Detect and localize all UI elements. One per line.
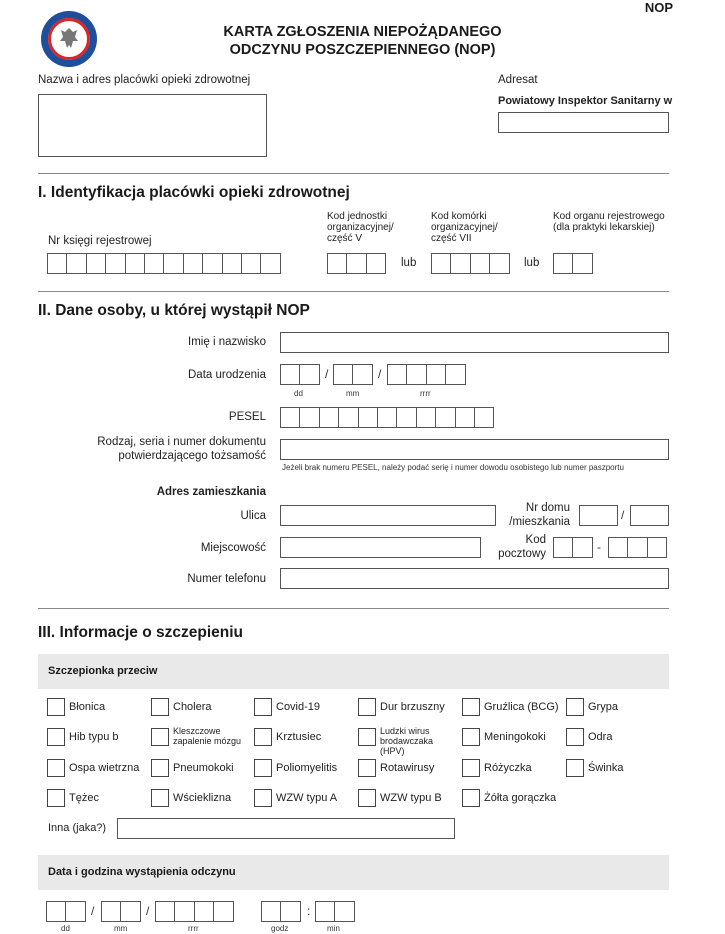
or-label-2: lub	[524, 257, 540, 269]
onset-date-band	[38, 855, 669, 890]
vaccine-checkbox[interactable]	[566, 698, 584, 716]
cell-code-cells[interactable]	[431, 253, 509, 274]
onset-date-band-label: Data i godzina wystąpienia odczynu	[48, 866, 236, 878]
house-slash: /	[621, 508, 625, 522]
dob-dd-hint: dd	[294, 389, 303, 398]
divider	[38, 173, 669, 174]
onset-year-cells[interactable]	[155, 901, 233, 922]
city-field[interactable]	[280, 537, 481, 558]
onset-godz-hint: godz	[271, 924, 289, 933]
inspector-field[interactable]	[498, 112, 669, 133]
registry-cells[interactable]	[47, 253, 280, 274]
house-number-field[interactable]	[579, 505, 618, 526]
onset-month-cells[interactable]	[101, 901, 140, 922]
vaccine-label: Odra	[588, 731, 613, 743]
dob-slash-1: /	[325, 367, 329, 381]
other-vaccine-field[interactable]	[117, 818, 455, 839]
vaccine-label: Meningokoki	[484, 731, 546, 743]
vaccine-checkbox[interactable]	[151, 728, 169, 746]
vaccine-label: Rotawirusy	[380, 762, 435, 774]
onset-min-hint: min	[327, 924, 340, 933]
vaccine-checkbox[interactable]	[358, 698, 376, 716]
organ-code-label: Kod organu rejestrowego (dla praktyki lekarskiej)	[553, 211, 665, 233]
divider	[38, 608, 669, 609]
organ-code-cells[interactable]	[553, 253, 592, 274]
vaccine-label: Cholera	[173, 701, 212, 713]
dob-mm-hint: mm	[346, 389, 360, 398]
or-label-1: lub	[401, 257, 417, 269]
onset-dd-hint: dd	[61, 924, 70, 933]
addressee-label: Adresat	[498, 74, 538, 86]
vaccine-checkbox[interactable]	[462, 789, 480, 807]
dob-slash-2: /	[378, 367, 382, 381]
apartment-number-field[interactable]	[630, 505, 669, 526]
dob-day-cells[interactable]	[280, 364, 319, 385]
name-field[interactable]	[280, 332, 669, 353]
onset-slash-1: /	[91, 904, 95, 918]
onset-slash-2: /	[146, 904, 150, 918]
dob-month-cells[interactable]	[333, 364, 372, 385]
onset-day-cells[interactable]	[46, 901, 85, 922]
vaccine-label: Tężec	[69, 792, 99, 804]
house-label-line-1: Nr domu	[525, 502, 570, 514]
vaccine-label: Covid-19	[276, 701, 321, 713]
vaccine-label: Gruźlica (BCG)	[484, 701, 559, 713]
divider	[38, 291, 669, 292]
vaccine-checkbox[interactable]	[151, 789, 169, 807]
vaccine-band-label: Szczepionka przeciw	[48, 665, 158, 677]
phone-field[interactable]	[280, 568, 669, 589]
name-label: Imię i nazwisko	[188, 336, 266, 348]
document-field[interactable]	[280, 439, 669, 460]
onset-rrrr-hint: rrrr	[188, 924, 199, 933]
vaccine-checkbox[interactable]	[254, 789, 272, 807]
postal-code-prefix-cells[interactable]	[553, 537, 592, 558]
vaccine-band	[38, 654, 669, 689]
facility-label: Nazwa i adres placówki opieki zdrowotnej	[38, 74, 251, 86]
vaccine-label: Krztusiec	[276, 731, 322, 743]
address-heading: Adres zamieszkania	[156, 486, 266, 498]
vaccine-label: Pneumokoki	[173, 762, 234, 774]
section-1-title: I. Identyfikacja placówki opieki zdrowotnej	[38, 184, 350, 201]
vaccine-label: Świnka	[588, 762, 624, 774]
vaccine-checkbox[interactable]	[47, 759, 65, 777]
city-label: Miejscowość	[200, 542, 266, 554]
cell-code-label: Kod komórki organizacyjnej/ część VII	[431, 211, 498, 244]
street-label: Ulica	[240, 510, 266, 522]
postal-label-line-1: Kod	[525, 534, 546, 546]
vaccine-checkbox[interactable]	[47, 789, 65, 807]
vaccine-checkbox[interactable]	[358, 789, 376, 807]
document-hint: Jeżeli brak numeru PESEL, należy podać serię i numer dowodu osobistego lub numer paszportu	[282, 463, 624, 472]
other-vaccine-label: Inna (jaka?)	[48, 822, 107, 834]
pesel-cells[interactable]	[280, 407, 493, 428]
postal-label-line-2: pocztowy	[498, 548, 546, 560]
vaccine-label: Ospa wietrzna	[69, 762, 140, 774]
form-title-line-2: ODCZYNU POSZCZEPIENNEGO (NOP)	[229, 42, 496, 58]
vaccine-label: Różyczka	[484, 762, 532, 774]
section-2-title: II. Dane osoby, u której wystąpił NOP	[38, 302, 310, 319]
dob-rrrr-hint: rrrr	[420, 389, 431, 398]
house-label-line-2: /mieszkania	[509, 516, 570, 528]
onset-colon: :	[307, 904, 311, 918]
vaccine-checkbox[interactable]	[47, 728, 65, 746]
postal-dash: -	[597, 540, 601, 554]
form-title-line-1: KARTA ZGŁOSZENIA NIEPOŻĄDANEGO	[223, 24, 502, 40]
vaccine-checkbox[interactable]	[462, 728, 480, 746]
street-field[interactable]	[280, 505, 496, 526]
pesel-label: PESEL	[228, 411, 266, 423]
dob-year-cells[interactable]	[387, 364, 465, 385]
vaccine-label: Ludzki wirus brodawczaka (HPV)	[380, 726, 434, 756]
postal-code-suffix-cells[interactable]	[608, 537, 666, 558]
form-code: NOP	[644, 0, 673, 15]
vaccine-label: Poliomyelitis	[276, 762, 338, 774]
onset-minute-cells[interactable]	[315, 901, 354, 922]
vaccine-checkbox[interactable]	[151, 759, 169, 777]
vaccine-checkbox[interactable]	[358, 759, 376, 777]
vaccine-label: Dur brzuszny	[380, 701, 445, 713]
vaccine-label: WZW typu A	[276, 792, 338, 804]
vaccine-checkbox[interactable]	[47, 698, 65, 716]
dob-label: Data urodzenia	[188, 369, 266, 381]
vaccine-label: Żółta gorączka	[484, 792, 557, 804]
phone-label: Numer telefonu	[187, 573, 266, 585]
document-label-line-2: potwierdzającego tożsamość	[118, 450, 266, 462]
vaccine-checkbox[interactable]	[254, 759, 272, 777]
vaccine-label: Kleszczowe zapalenie mózgu	[173, 726, 242, 746]
inspector-label: Powiatowy Inspektor Sanitarny w	[498, 95, 673, 107]
vaccine-checkbox[interactable]	[566, 759, 584, 777]
vaccine-checkbox[interactable]	[254, 698, 272, 716]
vaccine-checkbox[interactable]	[151, 698, 169, 716]
vaccine-checkbox[interactable]	[254, 728, 272, 746]
vaccine-label: WZW typu B	[380, 792, 442, 804]
vaccine-checkbox[interactable]	[462, 759, 480, 777]
vaccine-checkbox[interactable]	[358, 728, 376, 746]
vaccine-label: Wścieklizna	[173, 792, 232, 804]
document-label-line-1: Rodzaj, seria i numer dokumentu	[97, 436, 266, 448]
registry-label: Nr księgi rejestrowej	[48, 235, 152, 247]
section-3-title: III. Informacje o szczepieniu	[38, 624, 243, 641]
vaccine-label: Hib typu b	[69, 731, 119, 743]
facility-field[interactable]	[38, 94, 267, 157]
vaccine-checkbox[interactable]	[462, 698, 480, 716]
vaccine-label: Błonica	[69, 701, 106, 713]
unit-code-label: Kod jednostki organizacyjnej/ część V	[327, 211, 394, 244]
vaccine-label: Grypa	[588, 701, 618, 713]
vaccine-checkbox[interactable]	[566, 728, 584, 746]
onset-hour-cells[interactable]	[261, 901, 300, 922]
onset-mm-hint: mm	[114, 924, 128, 933]
unit-code-cells[interactable]	[327, 253, 385, 274]
